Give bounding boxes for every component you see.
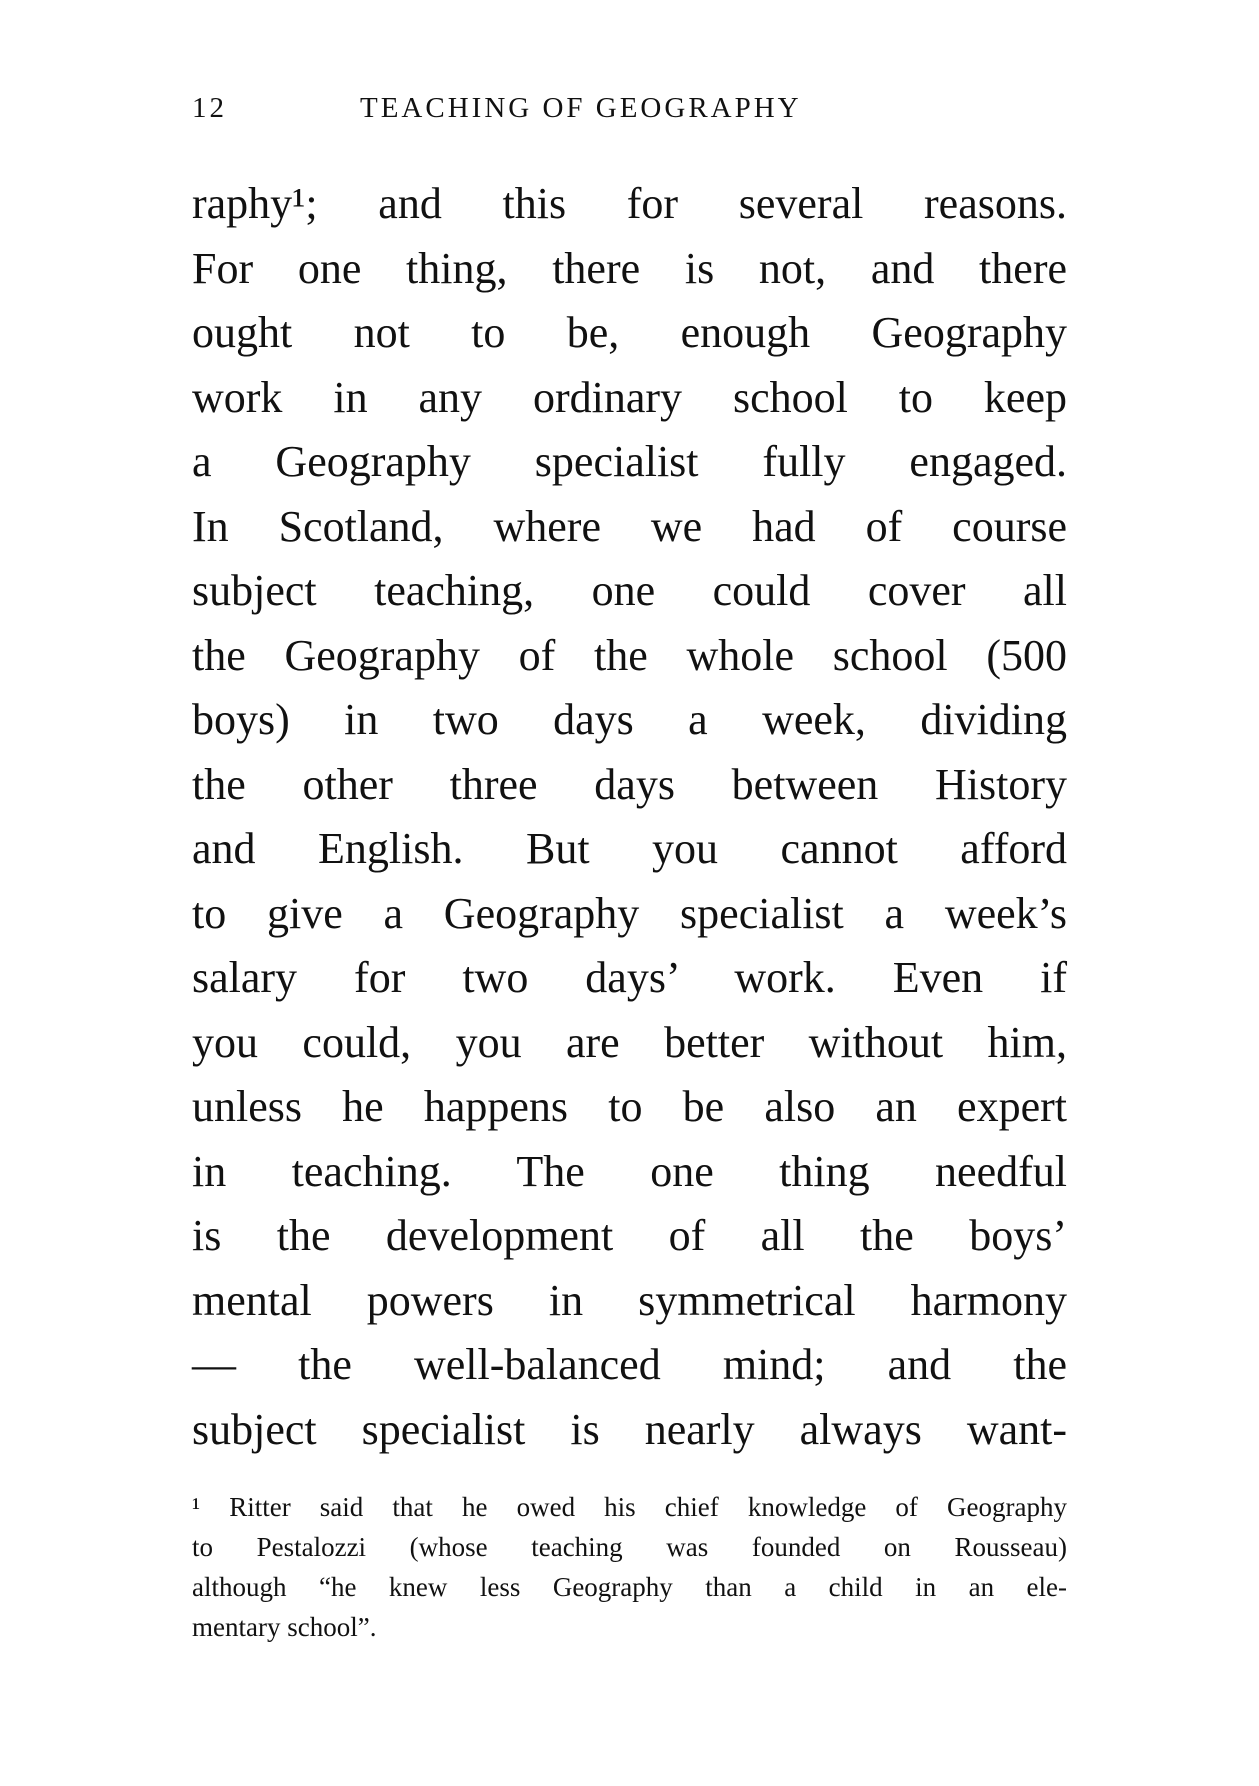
text-line: For one thing, there is not, and there bbox=[192, 243, 1067, 293]
text-line: subject specialist is nearly always want- bbox=[192, 1404, 1067, 1454]
text-line: unless he happens to be also an expert bbox=[192, 1082, 1067, 1131]
text-line: work in any ordinary school to keep bbox=[192, 372, 1067, 422]
footnote bbox=[192, 1487, 1067, 1647]
text-line: — the well-balanced mind; and the bbox=[192, 1340, 1067, 1389]
text-line: to give a Geography specialist a week’s bbox=[192, 888, 1067, 938]
text-line: you could, you are better without him, bbox=[192, 1017, 1067, 1067]
text-line: is the development of all the boys’ bbox=[192, 1211, 1067, 1260]
text-line: salary for two days’ work. Even if bbox=[192, 953, 1067, 1002]
text-line: raphy¹; and this for several reasons. bbox=[192, 179, 1067, 228]
text-line: boys) in two days a week, dividing bbox=[192, 695, 1067, 744]
text-line: subject teaching, one could cover all bbox=[192, 566, 1067, 615]
page-header bbox=[192, 92, 1067, 132]
footnote-line: ¹ Ritter said that he owed his chief knowledge of Geography bbox=[192, 1492, 1067, 1522]
text-line: mental powers in symmetrical harmony bbox=[192, 1275, 1067, 1325]
footnote-line: although “he knew less Geography than a child in an ele- bbox=[192, 1572, 1067, 1602]
text-line: a Geography specialist fully engaged. bbox=[192, 437, 1067, 486]
body-text bbox=[192, 172, 1067, 1462]
page-number: 12 bbox=[192, 92, 227, 124]
text-line: in teaching. The one thing needful bbox=[192, 1146, 1067, 1196]
text-line: and English. But you cannot afford bbox=[192, 824, 1067, 873]
running-title: TEACHING OF GEOGRAPHY bbox=[360, 92, 802, 124]
footnote-line: mentary school”. bbox=[192, 1612, 377, 1642]
footnote-line: to Pestalozzi (whose teaching was founded on Rousseau) bbox=[192, 1532, 1067, 1562]
text-line: the Geography of the whole school (500 bbox=[192, 630, 1067, 680]
text-line: In Scotland, where we had of course bbox=[192, 501, 1067, 551]
text-line: ought not to be, enough Geography bbox=[192, 308, 1067, 357]
text-line: the other three days between History bbox=[192, 759, 1067, 809]
